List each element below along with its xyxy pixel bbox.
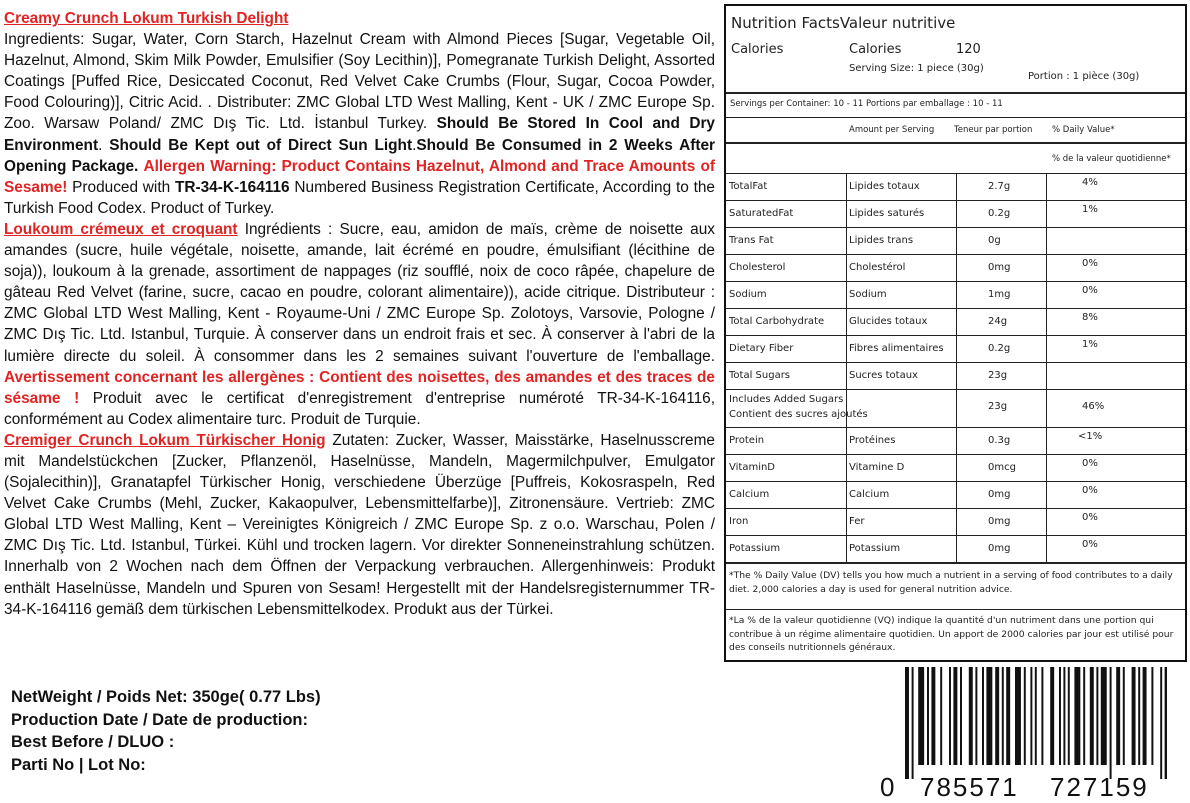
barcode-bar — [1050, 667, 1054, 765]
nutrient-amount: 23g — [988, 370, 1008, 381]
barcode-lead-digit: 0 — [880, 772, 897, 802]
serving-size: Serving Size: 1 piece (30g) — [849, 63, 984, 74]
barcode-bar — [1035, 667, 1037, 765]
barcode-bar — [969, 667, 973, 765]
footnote-fr: *La % de la valeur quotidienne (VQ) indique la quantité d'un nutriment dans une portion qui contribue à un régime alimentaire quotidien. Un apport de 2000 calories par jour est utilisé pour des conseils nutritionnels généraux. — [729, 615, 1174, 653]
barcode-bar — [1030, 667, 1032, 765]
nutrient-daily-value: 46% — [1082, 401, 1105, 412]
barcode-bar — [982, 667, 984, 765]
barcode-bar — [1143, 667, 1147, 765]
barcode-bar — [1101, 667, 1107, 765]
barcode-bar — [927, 667, 929, 765]
english-section — [4, 8, 715, 219]
nutrient-name-en: Calcium — [729, 489, 770, 500]
barcode-bar — [1151, 667, 1153, 765]
barcode-bar — [1116, 667, 1120, 765]
barcode-bar — [975, 667, 977, 765]
nutrient-daily-value: 0% — [1082, 285, 1098, 296]
barcode-bar — [1041, 667, 1043, 765]
nutrient-name-en: SaturatedFat — [729, 208, 794, 219]
nutrient-name-fr: Lipides trans — [849, 235, 914, 246]
barcode-bar — [1024, 667, 1026, 765]
barcode-bar — [1138, 667, 1140, 765]
sep-1: . — [98, 136, 110, 154]
lot-number: Parti No | Lot No: — [11, 755, 146, 774]
calories-label-en: Calories — [731, 42, 784, 57]
nutrient-amount: 0.2g — [988, 208, 1011, 219]
nutrient-name-en: Includes Added Sugars — [729, 394, 844, 405]
english-title: Creamy Crunch Lokum Turkish Delight — [4, 10, 289, 27]
nutrient-name-fr: Protéines — [849, 435, 896, 446]
divider — [726, 142, 1185, 144]
barcode-bar — [918, 667, 924, 765]
col-daily-value: % Daily Value* — [1052, 125, 1115, 135]
nutrition-title: Nutrition FactsValeur nutritive — [731, 14, 956, 32]
nutrient-amount: 0mcg — [988, 462, 1016, 473]
registration-number: TR-34-K-164116 — [174, 178, 290, 196]
barcode-bar — [986, 667, 992, 765]
nutrient-daily-value: 0% — [1082, 512, 1098, 523]
nutrient-name-en: Total Carbohydrate — [729, 316, 825, 327]
barcode-left-digits: 785571 — [920, 772, 1019, 802]
nutrient-name-fr: Lipides totaux — [849, 181, 920, 192]
barcode-bar — [949, 667, 951, 765]
col-valeur-quotidienne: % de la valeur quotidienne* — [1052, 154, 1171, 164]
barcode-bar — [1059, 667, 1061, 765]
barcode-bar — [1165, 667, 1167, 779]
nutrient-daily-value: <1% — [1078, 431, 1103, 442]
barcode-bar — [1123, 667, 1125, 765]
nutrient-name-fr: Lipides saturés — [849, 208, 925, 219]
nutrient-daily-value: 4% — [1082, 177, 1098, 188]
nutrient-name-fr: Contient des sucres ajoutés — [729, 409, 868, 420]
nutrient-amount: 0mg — [988, 262, 1011, 273]
nutrition-facts-table — [724, 4, 1187, 662]
barcode-bar — [1006, 667, 1010, 765]
column-divider — [956, 173, 957, 562]
english-allergen-warning: Allergen Warning: Product Contains Hazelnut, Almond and Trace Amounts of Sesame! — [4, 157, 715, 196]
footnote-en: *The % Daily Value (DV) tells you how much a nutrient in a serving of food contributes to a daily diet. 2,000 calories a day is used for general nutrition advice. — [729, 570, 1173, 595]
nutrient-amount: 0mg — [988, 516, 1011, 527]
nutrient-amount: 0g — [988, 235, 1001, 246]
barcode-bar — [995, 667, 999, 765]
storage-note-1: Should Be Stored In Cool and Dry Environment — [4, 115, 715, 154]
nutrient-name-fr: Fibres alimentaires — [849, 343, 944, 354]
barcode-bar — [1068, 667, 1070, 765]
storage-note-3: Should Be Consumed in 2 Weeks After Opening Package. — [4, 136, 715, 175]
barcode-bar — [1096, 667, 1098, 765]
nutrient-name-en: Iron — [729, 516, 749, 527]
nutrient-amount: 0mg — [988, 543, 1011, 554]
barcode-bar — [1002, 667, 1004, 765]
english-ingredients: Ingredients: Sugar, Water, Corn Starch, Hazelnut Cream with Almond Pieces [Sugar, Vegetable Oil, Hazelnut, Almond, Skim Milk Powder, Emulsifier (Soy Lecithin)], Pomegranate Turkish Delight, Assorted Coatings [Puffed Rice, Desiccated Coconut, Red Velvet Cake Crumbs (Flour, Sugar, Cocoa Powder, Food Colouring)], Citric Acid. . Distributer: ZMC Global LTD West Malling, Kent - UK / ZMC Europe Sp. Zoo. Warsaw Poland/ ZMC Dış Tic. Ltd. İstanbul Turkey. — [4, 31, 715, 133]
calories-value: 120 — [956, 42, 981, 57]
divider — [726, 562, 1185, 564]
barcode-bar — [953, 667, 957, 765]
nutrient-name-fr: Cholestérol — [849, 262, 906, 273]
nutrient-daily-value: 0% — [1082, 539, 1098, 550]
nutrient-amount: 1mg — [988, 289, 1011, 300]
servings-per-container: Servings per Container: 10 - 11 Portions par emballage : 10 - 11 — [730, 99, 1003, 109]
nutrient-name-en: Cholesterol — [729, 262, 786, 273]
divider — [726, 609, 1185, 610]
nutrient-amount: 23g — [988, 401, 1008, 412]
barcode-bar — [1160, 667, 1162, 779]
german-section — [4, 430, 715, 620]
nutrient-name-fr: Glucides totaux — [849, 316, 928, 327]
nutrient-name-fr: Vitamine D — [849, 462, 905, 473]
nutrient-daily-value: 0% — [1082, 485, 1098, 496]
english-produced: Produced with — [67, 178, 175, 196]
nutrient-name-en: Protein — [729, 435, 765, 446]
nutrient-name-fr: Sucres totaux — [849, 370, 918, 381]
nutrient-name-en: Trans Fat — [729, 235, 774, 246]
best-before: Best Before / DLUO : — [11, 733, 175, 752]
barcode-bar — [905, 667, 909, 779]
barcode-bar — [912, 667, 914, 779]
french-section — [4, 219, 715, 430]
nutrient-daily-value: 0% — [1082, 458, 1098, 469]
nutrient-amount: 0.2g — [988, 343, 1011, 354]
calories-label-fr: Calories — [849, 42, 902, 57]
column-divider — [1046, 173, 1047, 562]
label-text-column — [4, 8, 715, 620]
german-title: Cremiger Crunch Lokum Türkischer Honig — [4, 431, 326, 449]
nutrient-name-fr: Potassium — [849, 543, 901, 554]
col-teneur-par-portion: Teneur par portion — [954, 125, 1033, 135]
barcode-bar — [1110, 667, 1112, 779]
nutrient-name-en: Potassium — [729, 543, 781, 554]
nutrient-name-fr: Fer — [849, 516, 865, 527]
barcode-bar — [931, 667, 935, 765]
nutrient-amount: 24g — [988, 316, 1008, 327]
barcode-bar — [1132, 667, 1136, 765]
barcode-bar — [1090, 667, 1094, 765]
divider — [726, 92, 1185, 94]
nutrient-name-fr: Sodium — [849, 289, 887, 300]
nutrient-daily-value: 8% — [1082, 312, 1098, 323]
barcode-bar — [1015, 667, 1021, 765]
net-weight: NetWeight / Poids Net: 350gе( 0.77 Lbs) — [11, 688, 321, 706]
nutrient-daily-value: 1% — [1082, 204, 1098, 215]
nutrient-daily-value: 1% — [1082, 339, 1098, 350]
barcode-bar — [940, 667, 942, 765]
barcode-right-digits: 727159 — [1050, 772, 1149, 802]
barcode-bar — [1083, 667, 1085, 765]
production-date: Production Date / Date de production: — [11, 710, 309, 729]
nutrient-name-en: VitaminD — [729, 462, 776, 473]
nutrient-name-en: Sodium — [729, 289, 767, 300]
nutrient-amount: 0mg — [988, 489, 1011, 500]
nutrient-name-en: Dietary Fiber — [729, 343, 794, 354]
barcode-bar — [1063, 667, 1065, 765]
sep-2: . — [412, 136, 417, 154]
storage-note-2: Should Be Kept out of Direct Sun Light — [109, 136, 413, 154]
german-ingredients: Zutaten: Zucker, Wasser, Maisstärke, Haselnusscreme mit Mandelstückchen [Zucker, Pflanzenöl, Haselnüsse, Mandeln, Magermilchpulver, Emulgator (Sojalecithin)], Granatapfel Türkischer Honig, verschiedene Überzüge [Puffreis, Kokosraspeln, Red Velvet Cake Crumbs (Mehl, Zucker, Kakaopulver, Lebensmittelfarbe)], Zitronensäure. Vertrieb: ZMC Global LTD West Malling, Kent – Vereinigtes Königreich / ZMC Europe Sp. z o.o. Warschau, Polen / ZMC Dış Tic. Ltd. Istanbul, Türkei. Kühl und trocken lagern. Vor direkter Sonneneinstrahlung schützen. Innerhalb von 2 Wochen nach dem Öffnen der Verpackung verbrauchen. Allergenhinweis: Produkt enthält Haselnüsse, Mandeln und Spuren von Sesam! Hergestellt mit der Handelsregisternummer TR-34-K-164116 gemäß dem türkischen Lebensmittelkodex. Produkt aus der Türkei. — [4, 431, 715, 618]
nutrient-daily-value: 0% — [1082, 258, 1098, 269]
column-divider — [846, 173, 847, 562]
col-amount-per-serving: Amount per Serving — [849, 125, 935, 135]
nutrient-name-en: TotalFat — [729, 181, 768, 192]
french-certificate: Produit avec le certificat d'enregistrement d'entreprise numéroté TR-34-K-164116, conformément au Codex alimentaire turc. Produit de Turquie. — [4, 389, 716, 428]
portion: Portion : 1 pièce (30g) — [1028, 71, 1140, 82]
nutrient-name-en: Total Sugars — [729, 370, 791, 381]
french-allergen-warning: Avertissement concernant les allergènes : Contient des noisettes, des amandes et des traces de sésame ! — [4, 368, 715, 407]
barcode — [905, 667, 1167, 779]
english-certificate: Numbered Business Registration Certificate, According to the Turkish Food Codex. Product of Turkey. — [4, 178, 715, 217]
barcode-bar — [1074, 667, 1080, 765]
french-title: Loukoum crémeux et croquant — [4, 220, 238, 238]
barcode-bar — [960, 667, 962, 765]
nutrient-amount: 0.3g — [988, 435, 1011, 446]
nutrient-name-fr: Calcium — [849, 489, 890, 500]
divider — [726, 117, 1185, 118]
french-ingredients: Ingrédients : Sucre, eau, amidon de maïs, crème de noisette aux amandes (sucre, huile végétale, noisette, amande, lait écrémé en poudre, émulsifiant (lécithine de soja)), loukoum à la grenade, assortiment de nappages (riz soufflé, noix de coco râpée, chapelure de gâteau Red Velvet (farine, sucre, cacao en poudre, colorant alimentaire)), acide citrique. Distributeur : ZMC Global LTD West Malling, Kent - Royaume-Uni / ZMC Europe Sp. Zolotoys, Varsovie, Pologne / ZMC Dış Tic. Ltd. Istanbul, Turquie. À conserver dans un endroit frais et sec. À conserver à l'abri de la lumière directe du soleil. À consommer dans les 2 semaines suivant l'ouverture de l'emballage. — [4, 220, 715, 365]
nutrient-amount: 2.7g — [988, 181, 1011, 192]
product-meta — [11, 686, 321, 776]
